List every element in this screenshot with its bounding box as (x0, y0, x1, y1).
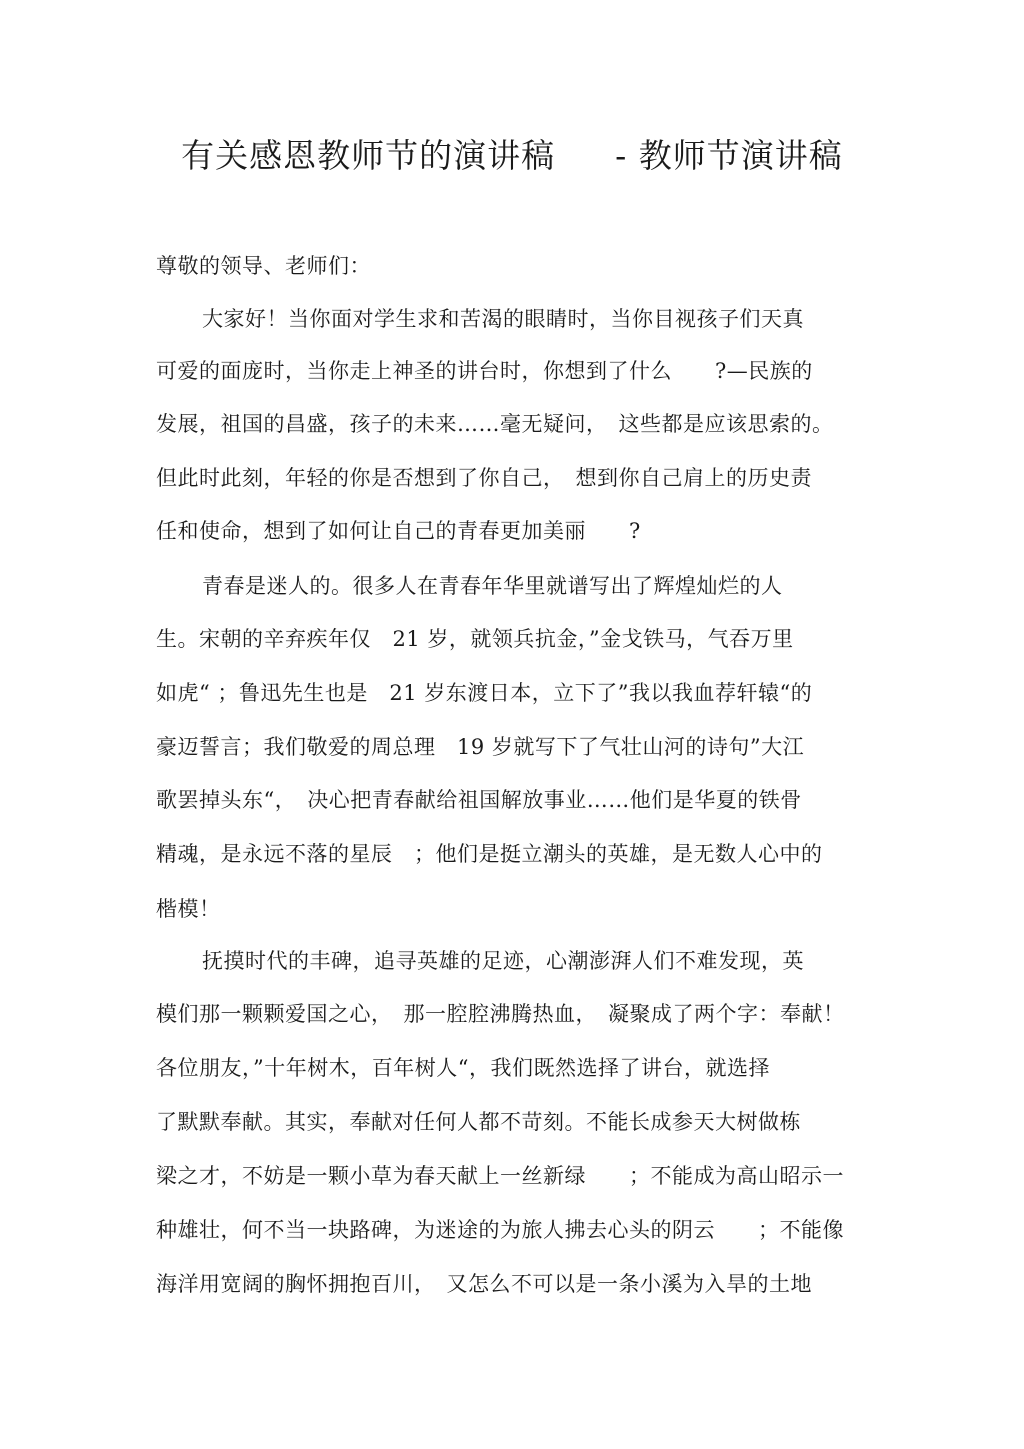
body-line: 任和使命，想到了如何让自己的青春更加美丽 ? (156, 519, 641, 543)
body-line: 发展，祖国的昌盛，孩子的未来……毫无疑问， 这些都是应该思索的。 (156, 412, 834, 436)
body-line: 可爱的面庞时，当你走上神圣的讲台时，你想到了什么 ?—民族的 (156, 359, 813, 383)
document-title (0, 130, 1024, 177)
body-line: 大家好！当你面对学生求和苦渴的眼睛时，当你目视孩子们天真 (202, 307, 804, 331)
body-line: 梁之才，不妨是一颗小草为春天献上一丝新绿 ；不能成为高山昭示一 (156, 1164, 844, 1188)
body-line: 歌罢掉头东“， 决心把青春献给祖国解放事业……他们是华夏的铁骨 (156, 788, 802, 812)
title-sub: - 教师节演讲稿 (615, 136, 843, 175)
body-line: 但此时此刻，年轻的你是否想到了你自己， 想到你自己肩上的历史责 (156, 466, 812, 490)
body-line: 海洋用宽阔的胸怀拥抱百川， 又怎么不可以是一条小溪为入旱的土地 (156, 1272, 812, 1296)
salutation: 尊敬的领导、老师们： (156, 254, 371, 278)
body-line: 模们那一颗颗爱国之心， 那一腔腔沸腾热血， 凝聚成了两个字：奉献！ (156, 1002, 845, 1026)
body-line: 抚摸时代的丰碑，追寻英雄的足迹，心潮澎湃人们不难发现，英 (202, 949, 804, 973)
body-line: 生。宋朝的辛弃疾年仅 21 岁，就领兵抗金，”金戈铁马，气吞万里 (156, 627, 794, 651)
body-line: 精魂，是永远不落的星辰 ；他们是挺立潮头的英雄，是无数人心中的 (156, 842, 823, 866)
body-line: 楷模！ (156, 897, 221, 921)
body-line: 各位朋友，”十年树木，百年树人“，我们既然选择了讲台，就选择 (156, 1056, 770, 1080)
title-main: 有关感恩教师节的演讲稿 (181, 136, 556, 175)
body-line: 种雄壮，何不当一块路碑，为迷途的为旅人拂去心头的阴云 ；不能像 (156, 1218, 844, 1242)
body-line: 青春是迷人的。很多人在青春年华里就谱写出了辉煌灿烂的人 (202, 574, 783, 598)
body-line: 如虎“ ；鲁迅先生也是 21 岁东渡日本，立下了”我以我血荐轩辕“的 (156, 681, 813, 705)
body-line: 了默默奉献。其实，奉献对任何人都不苛刻。不能长成参天大树做栋 (156, 1110, 801, 1134)
body-line: 豪迈誓言；我们敬爱的周总理 19 岁就写下了气壮山河的诗句”大江 (156, 735, 805, 759)
